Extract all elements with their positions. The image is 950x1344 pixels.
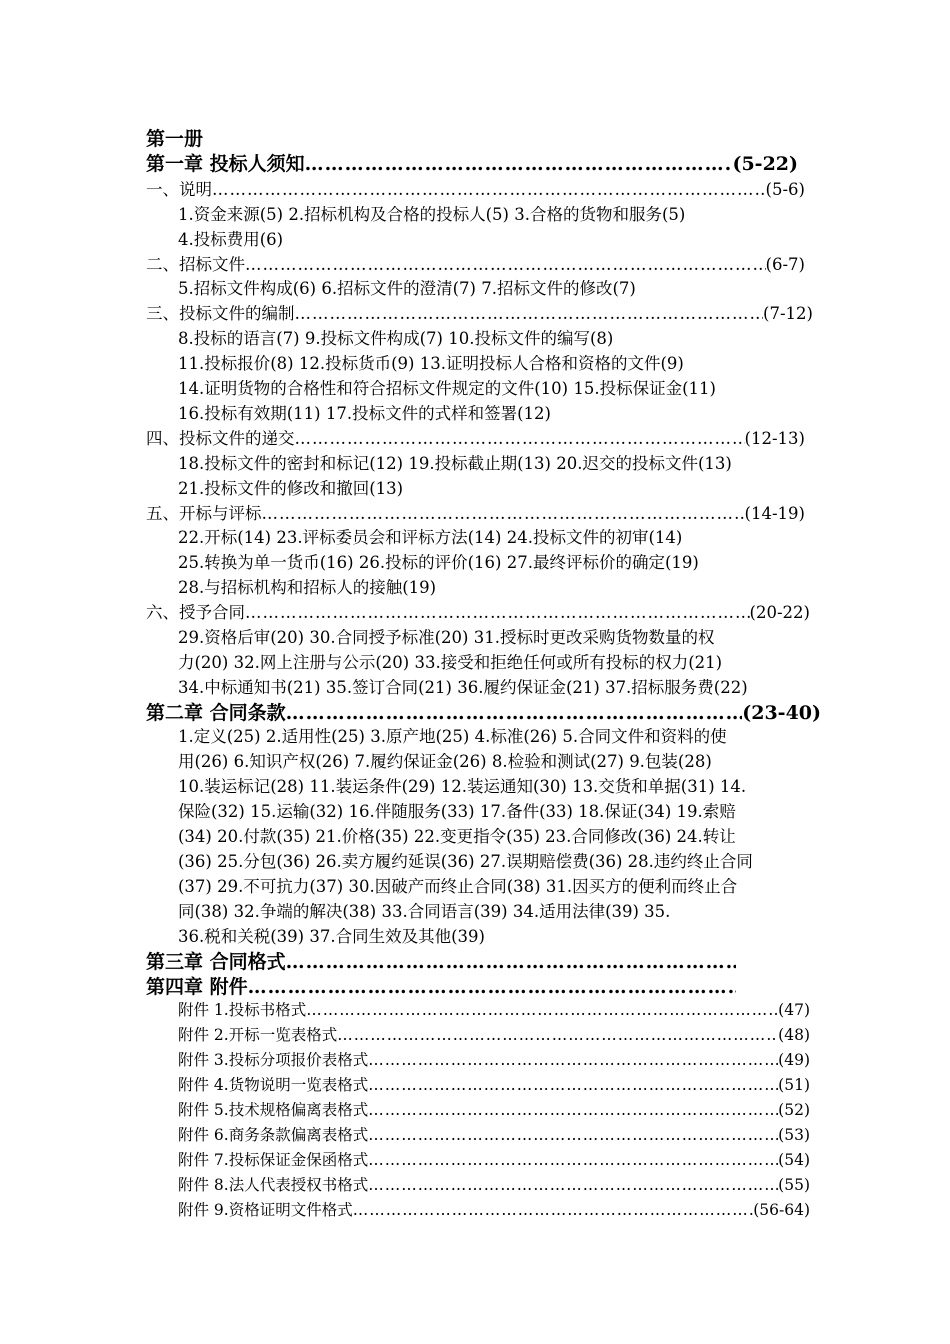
clause-line: 5.招标文件构成(6) 6.招标文件的澄清(7) 7.招标文件的修改(7)	[178, 279, 636, 298]
appendix-item-5[interactable]	[178, 1098, 810, 1120]
appendix-pages: (51)	[778, 1076, 810, 1094]
toc-section-3[interactable]	[146, 300, 813, 324]
section-pages: (20-22)	[749, 603, 810, 622]
appendix-pages: (55)	[778, 1176, 810, 1194]
appendix-title: 附件 8.法人代表授权书格式	[178, 1176, 369, 1194]
chapter1-title: 第一章 投标人须知	[146, 153, 305, 175]
section-pages: (12-13)	[744, 429, 805, 448]
leader-dots	[306, 1001, 778, 1019]
appendix-pages: (53)	[778, 1126, 810, 1144]
leader-dots	[368, 1126, 778, 1144]
chapter2-clause-line: 用(26) 6.知识产权(26) 7.履约保证金(26) 8.检验和测试(27) 9.包装(28)	[178, 752, 712, 771]
chapter3-title: 第三章 合同格式	[146, 951, 286, 973]
section-title: 三、投标文件的编制	[146, 304, 295, 323]
leader-dots	[262, 504, 745, 523]
leader-dots	[337, 1026, 778, 1044]
appendix-item-7[interactable]	[178, 1148, 810, 1170]
section-pages: (14-19)	[744, 504, 805, 523]
section-title: 五、开标与评标	[146, 504, 262, 523]
appendix-item-1[interactable]	[178, 998, 810, 1020]
leader-dots	[368, 1051, 778, 1069]
volume-title: 第一册	[146, 128, 204, 150]
section-title: 六、授予合同	[146, 603, 245, 622]
clause-line: 22.开标(14) 23.评标委员会和评标方法(14) 24.投标文件的初审(14)	[178, 528, 683, 547]
leader-dots	[245, 603, 750, 622]
leader-dots	[286, 951, 736, 973]
chapter2-clause-line: 保险(32) 15.运输(32) 16.伴随服务(33) 17.备件(33) 18.保证(34) 19.索赔	[178, 802, 736, 821]
section-title: 二、招标文件	[146, 255, 245, 274]
appendix-pages: (52)	[778, 1101, 810, 1119]
clause-line: 力(20) 32.网上注册与公示(20) 33.接受和拒绝任何或所有投标的权力(21)	[178, 653, 723, 672]
clause-line: 4.投标费用(6)	[178, 230, 284, 249]
appendix-title: 附件 3.投标分项报价表格式	[178, 1051, 369, 1069]
appendix-item-6[interactable]	[178, 1123, 810, 1145]
clause-line: 11.投标报价(8) 12.投标货币(9) 13.证明投标人合格和资格的文件(9)	[178, 354, 684, 373]
chapter2-clause-line: 36.税和关税(39) 37.合同生效及其他(39)	[178, 927, 485, 946]
clause-line: 18.投标文件的密封和标记(12) 19.投标截止期(13) 20.迟交的投标文件(13)	[178, 454, 732, 473]
leader-dots	[368, 1176, 778, 1194]
leader-dots	[368, 1076, 778, 1094]
chapter2-heading[interactable]	[146, 698, 821, 725]
toc-section-6[interactable]	[146, 599, 810, 623]
appendix-item-2[interactable]	[178, 1023, 810, 1045]
chapter2-clause-line: 同(38) 32.争端的解决(38) 33.合同语言(39) 34.适用法律(39) 35.	[178, 902, 671, 921]
chapter2-title: 第二章 合同条款	[146, 702, 286, 724]
chapter1-heading[interactable]	[146, 149, 798, 176]
section-title: 四、投标文件的递交	[146, 429, 295, 448]
clause-line: 1.资金来源(5) 2.招标机构及合格的投标人(5) 3.合格的货物和服务(5)	[178, 205, 686, 224]
toc-section-4[interactable]	[146, 425, 805, 449]
chapter2-clause-line: (36) 25.分包(36) 26.卖方履约延误(36) 27.误期赔偿费(36) 28.违约终止合同	[178, 852, 753, 871]
appendix-title: 附件 5.技术规格偏离表格式	[178, 1101, 369, 1119]
appendix-title: 附件 2.开标一览表格式	[178, 1026, 338, 1044]
appendix-title: 附件 6.商务条款偏离表格式	[178, 1126, 369, 1144]
chapter3-heading[interactable]	[146, 947, 736, 974]
appendix-pages: (47)	[778, 1001, 810, 1019]
appendix-pages: (49)	[778, 1051, 810, 1069]
clause-line: 14.证明货物的合格性和符合招标文件规定的文件(10) 15.投标保证金(11)	[178, 379, 716, 398]
clause-line: 28.与招标机构和招标人的接触(19)	[178, 578, 437, 597]
chapter2-clause-line: 1.定义(25) 2.适用性(25) 3.原产地(25) 4.标准(26) 5.合同文件和资料的使	[178, 727, 727, 746]
chapter2-pages: (23-40)	[742, 702, 821, 724]
section-title: 一、说明	[146, 180, 212, 199]
chapter2-clause-line: 10.装运标记(28) 11.装运条件(29) 12.装运通知(30) 13.交货和单据(31) 14.	[178, 777, 747, 796]
toc-section-5[interactable]	[146, 500, 805, 524]
clause-line: 29.资格后审(20) 30.合同授予标准(20) 31.授标时更改采购货物数量的权	[178, 628, 715, 647]
section-pages: (5-6)	[765, 180, 805, 199]
leader-dots	[353, 1201, 754, 1219]
toc-section-1[interactable]	[146, 176, 805, 200]
appendix-title: 附件 9.资格证明文件格式	[178, 1201, 353, 1219]
leader-dots	[286, 702, 743, 724]
appendix-title: 附件 1.投标书格式	[178, 1001, 307, 1019]
section-pages: (6-7)	[765, 255, 805, 274]
leader-dots	[248, 976, 736, 998]
clause-line: 16.投标有效期(11) 17.投标文件的式样和签署(12)	[178, 404, 551, 423]
appendix-item-8[interactable]	[178, 1173, 810, 1195]
clause-line: 8.投标的语言(7) 9.投标文件构成(7) 10.投标文件的编写(8)	[178, 329, 614, 348]
appendix-item-9[interactable]	[178, 1198, 810, 1220]
section-pages: (7-12)	[763, 304, 813, 323]
leader-dots	[295, 429, 745, 448]
clause-line: 21.投标文件的修改和撤回(13)	[178, 479, 404, 498]
appendix-item-4[interactable]	[178, 1073, 810, 1095]
chapter2-clause-line: (34) 20.付款(35) 21.价格(35) 22.变更指令(35) 23.合同修改(36) 24.转让	[178, 827, 736, 846]
leader-dots	[295, 304, 764, 323]
appendix-pages: (48)	[778, 1026, 810, 1044]
clause-line: 25.转换为单一货币(16) 26.投标的评价(16) 27.最终评标价的确定(19)	[178, 553, 699, 572]
leader-dots	[212, 180, 766, 199]
leader-dots	[368, 1151, 778, 1169]
toc-section-2[interactable]	[146, 251, 805, 275]
appendix-pages: (56-64)	[753, 1201, 810, 1219]
leader-dots	[368, 1101, 778, 1119]
appendix-pages: (54)	[778, 1151, 810, 1169]
appendix-title: 附件 4.货物说明一览表格式	[178, 1076, 369, 1094]
leader-dots	[245, 255, 766, 274]
appendix-item-3[interactable]	[178, 1048, 810, 1070]
chapter2-clause-line: (37) 29.不可抗力(37) 30.因破产而终止合同(38) 31.因买方的便利而终止合	[178, 877, 738, 896]
clause-line: 34.中标通知书(21) 35.签订合同(21) 36.履约保证金(21) 37.招标服务费(22)	[178, 678, 748, 697]
leader-dots	[305, 153, 733, 175]
chapter4-title: 第四章 附件	[146, 976, 248, 998]
appendix-title: 附件 7.投标保证金保函格式	[178, 1151, 369, 1169]
chapter4-heading[interactable]	[146, 972, 736, 999]
chapter1-pages: (5-22)	[732, 153, 798, 175]
